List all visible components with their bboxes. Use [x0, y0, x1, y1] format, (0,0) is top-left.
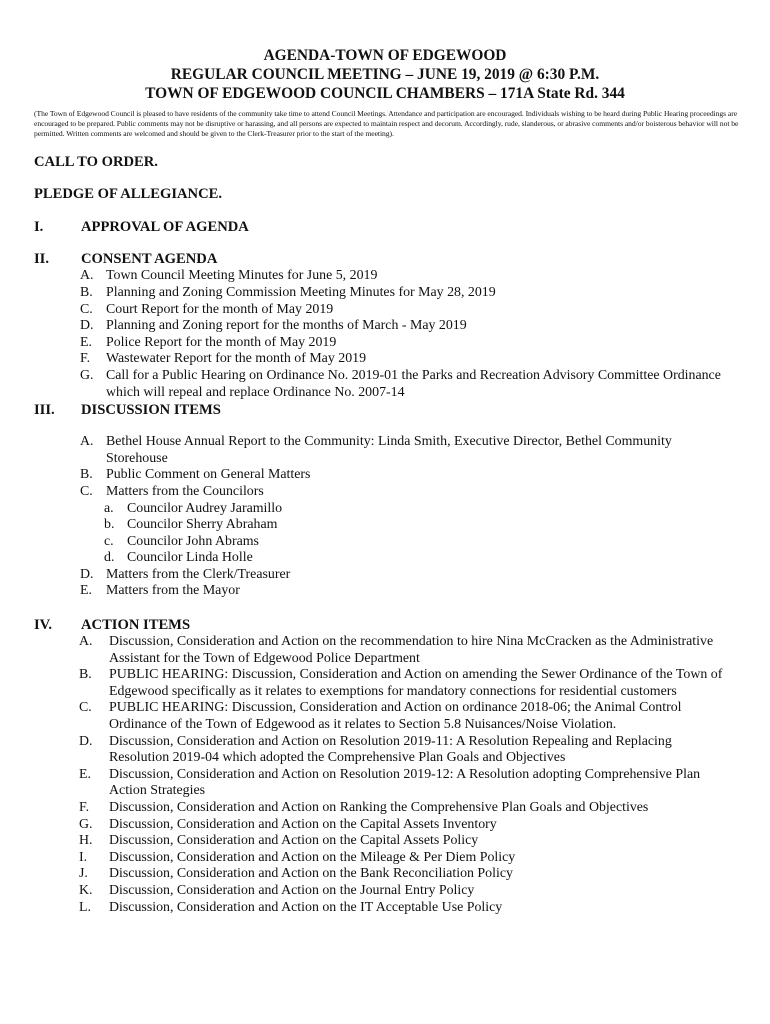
list-item: [0, 583, 770, 600]
section-numeral: III.: [34, 402, 55, 419]
list-item: [0, 817, 770, 834]
item-text: Discussion, Consideration and Action on the Mileage & Per Diem Policy: [109, 849, 516, 865]
item-letter: L.: [79, 899, 91, 915]
list-item: [0, 700, 770, 733]
section-consent-agenda: [0, 250, 770, 268]
item-text: Discussion, Consideration and Action on the Bank Reconciliation Policy: [109, 866, 513, 882]
section-discussion-items: [0, 401, 770, 419]
item-text: Discussion, Consideration and Action on the Capital Assets Inventory: [109, 816, 497, 832]
list-item: [0, 335, 770, 352]
list-item: [0, 368, 770, 401]
item-text: Court Report for the month of May 2019: [106, 301, 334, 317]
list-item: [0, 667, 770, 700]
councilor-item: [0, 534, 770, 551]
list-item: [0, 900, 770, 917]
list-item: [0, 467, 770, 484]
item-text: Call for a Public Hearing on Ordinance No. 2019-01 the Parks and Recreation Advisory Committee Ordinance which will repeal and replace Ordinance No. 2007-14: [106, 367, 721, 400]
list-item: [0, 850, 770, 867]
item-text: Discussion, Consideration and Action on the Journal Entry Policy: [109, 882, 475, 898]
item-text: Matters from the Councilors: [106, 483, 264, 499]
item-letter: B.: [80, 284, 93, 300]
section-title: CONSENT AGENDA: [81, 251, 218, 268]
list-item: [0, 800, 770, 817]
item-letter: E.: [80, 583, 92, 599]
item-text: Public Comment on General Matters: [106, 467, 311, 483]
list-item: [0, 883, 770, 900]
list-item: [0, 734, 770, 767]
item-letter: G.: [80, 367, 94, 383]
item-text: Discussion, Consideration and Action on the recommendation to hire Nina McCracken as the Administrative Assistant for the Town of Edgewood Police Department: [109, 634, 714, 666]
item-text: Councilor John Abrams: [127, 533, 259, 549]
item-text: PUBLIC HEARING: Discussion, Consideration and Action on ordinance 2018-06; the Animal Control Ordinance of the Town of Edgewood as it relates to Section 5.8 Nuisances/Noise Violation.: [109, 700, 682, 733]
section-title: APPROVAL OF AGENDA: [81, 219, 249, 236]
item-text: Planning and Zoning report for the months of March - May 2019: [106, 318, 467, 334]
action-items-list: [0, 634, 770, 916]
item-letter: F.: [79, 800, 90, 816]
consent-agenda-list: [0, 268, 770, 401]
section-approval-of-agenda: [0, 218, 770, 236]
item-letter: F.: [80, 351, 91, 367]
call-to-order: CALL TO ORDER.: [34, 154, 158, 171]
list-item: [0, 285, 770, 302]
item-letter: C.: [79, 700, 92, 716]
list-item: [0, 268, 770, 285]
section-action-items: [0, 616, 770, 634]
list-item: [0, 302, 770, 319]
item-letter: H.: [79, 833, 93, 849]
item-text: Discussion, Consideration and Action on the IT Acceptable Use Policy: [109, 899, 503, 915]
item-letter: b.: [104, 517, 115, 533]
councilor-item: [0, 550, 770, 567]
item-letter: A.: [80, 268, 94, 284]
item-text: Discussion, Consideration and Action on the Capital Assets Policy: [109, 833, 479, 849]
item-letter: D.: [79, 733, 93, 749]
item-text: Police Report for the month of May 2019: [106, 334, 337, 350]
section-numeral: IV.: [34, 617, 52, 634]
item-letter: D.: [80, 566, 94, 582]
item-text: Bethel House Annual Report to the Community: Linda Smith, Executive Director, Bethel Community Storehouse: [106, 434, 672, 466]
agenda-title: AGENDA-TOWN OF EDGEWOOD: [263, 47, 507, 64]
item-letter: B.: [80, 467, 93, 483]
item-letter: A.: [80, 434, 94, 450]
item-text: Discussion, Consideration and Action on Resolution 2019-11: A Resolution Repealing and Replacing Resolution 2019-04 which adopted the Comprehensive Plan Goals and Objectives: [109, 733, 672, 766]
item-letter: E.: [80, 334, 92, 350]
list-item: [0, 318, 770, 335]
meeting-title: REGULAR COUNCIL MEETING – JUNE 19, 2019 @ 6:30 P.M.: [170, 66, 600, 83]
item-text: Wastewater Report for the month of May 2019: [106, 351, 367, 367]
item-letter: C.: [80, 301, 93, 317]
item-text: Matters from the Mayor: [106, 583, 240, 599]
list-item: [0, 833, 770, 850]
item-letter: A.: [79, 634, 93, 650]
item-letter: B.: [79, 667, 92, 683]
item-letter: c.: [104, 533, 114, 549]
list-item: [0, 634, 770, 667]
councilor-item: [0, 517, 770, 534]
list-item: [0, 767, 770, 800]
item-letter: C.: [80, 483, 93, 499]
item-letter: J.: [79, 866, 88, 882]
list-item: [0, 351, 770, 368]
item-text: Discussion, Consideration and Action on Resolution 2019-12: A Resolution adopting Comprehensive Plan Action Strategies: [109, 766, 701, 799]
item-letter: K.: [79, 882, 93, 898]
item-letter: D.: [80, 318, 94, 334]
item-letter: E.: [79, 766, 91, 782]
item-text: Matters from the Clerk/Treasurer: [106, 566, 291, 582]
item-text: Discussion, Consideration and Action on Ranking the Comprehensive Plan Goals and Objectives: [109, 800, 649, 816]
list-item: [0, 434, 770, 467]
item-letter: I.: [79, 849, 88, 865]
list-item: [0, 866, 770, 883]
councilor-item: [0, 501, 770, 518]
item-text: Councilor Audrey Jaramillo: [127, 500, 283, 516]
pledge-of-allegiance: PLEDGE OF ALLEGIANCE.: [34, 186, 222, 203]
item-letter: G.: [79, 816, 93, 832]
list-item: [0, 567, 770, 584]
discussion-items-list: [0, 434, 770, 600]
item-letter: d.: [104, 550, 115, 566]
item-letter: a.: [104, 500, 114, 516]
list-item: [0, 484, 770, 501]
item-text: Councilor Linda Holle: [127, 550, 253, 566]
section-numeral: I.: [34, 219, 44, 236]
section-title: ACTION ITEMS: [81, 617, 191, 634]
item-text: Planning and Zoning Commission Meeting Minutes for May 28, 2019: [106, 284, 496, 300]
meeting-location: TOWN OF EDGEWOOD COUNCIL CHAMBERS – 171A State Rd. 344: [145, 85, 625, 102]
item-text: Town Council Meeting Minutes for June 5, 2019: [106, 268, 378, 284]
public-notice: (The Town of Edgewood Council is pleased to have residents of the community take time to attend Council Meetings. Attendance and participation are encouraged. Individuals wishing to be heard during Public Hearing proceedings are encouraged to be prepared. Public comments may not be disruptive or harassing, and all persons are expected to maintain respect and decorum. Accordingly, rude, slanderous, or abrasive comments and/or boisterous behavior will not be permitted. Written comments are welcomed and should be given to the Clerk-Treasurer prior to the start of the meeting).: [34, 109, 739, 138]
item-text: Councilor Sherry Abraham: [127, 517, 278, 533]
section-numeral: II.: [34, 251, 50, 268]
item-text: PUBLIC HEARING: Discussion, Consideration and Action on amending the Sewer Ordinance of the Town of Edgewood specifically as it relates to exemptions for mandatory connections for residential customers: [109, 667, 723, 699]
section-title: DISCUSSION ITEMS: [81, 402, 221, 419]
